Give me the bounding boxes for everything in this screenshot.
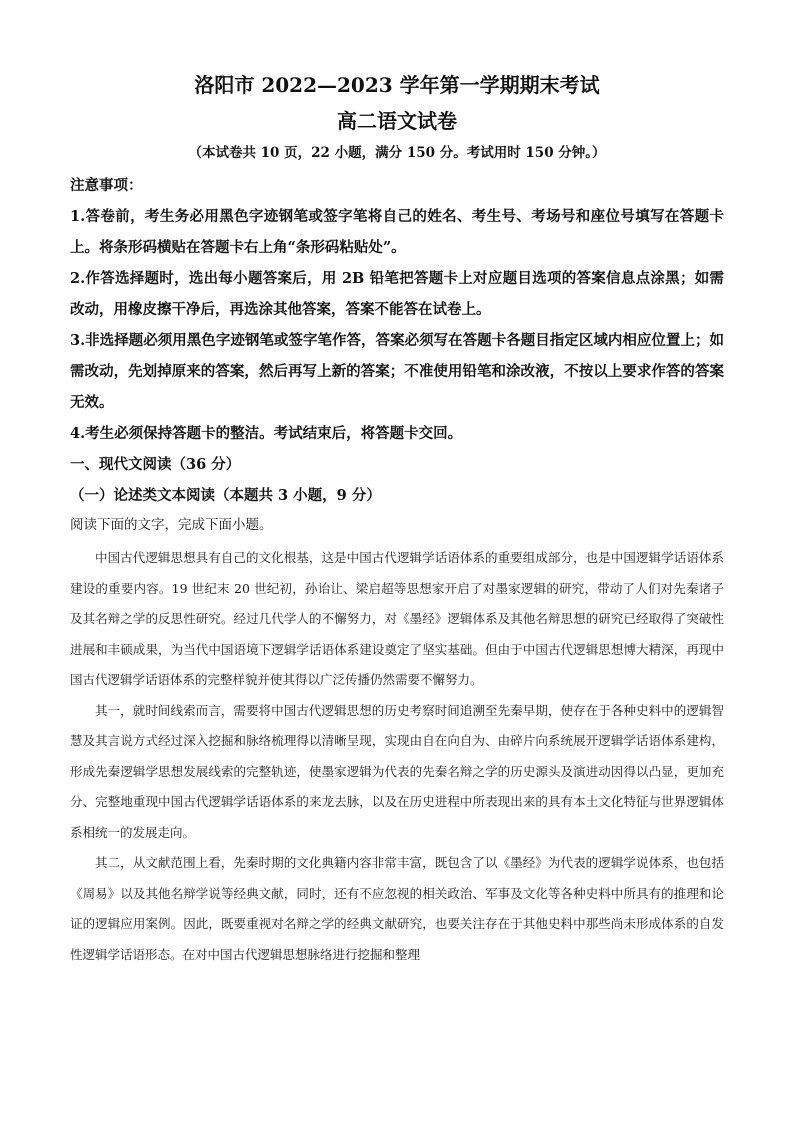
exam-info: （本试卷共 10 页，22 小题，满分 150 分。考试用时 150 分钟。） (188, 145, 606, 161)
exam-title: 洛阳市 2022—2023 学年第一学期期末考试 (194, 73, 600, 97)
passage-paragraph-2: 其一，就时间线索而言，需要将中国古代逻辑思想的历史考察时间追溯至先秦早期，使存在于各种史料中的逻辑智慧及其言说方式经过深入挖掘和脉络梳理得以清晰呈现，实现由自在向自为、由碎片向系统展开逻辑学话语体系建构，形成先秦逻辑学思想发展线索的完整轨迹，使墨家逻辑为代表的先秦名辩之学的历史源头及演进动因得以凸显，更加充分、完整地重现中国古代逻辑学话语体系的来龙去脉，以及在历史进程中所表现出来的具有本土文化特征与世界逻辑体系相统一的发展走向。 (70, 702, 724, 840)
reading-section (70, 449, 724, 970)
section-heading: 一、现代文阅读（36 分） (70, 456, 241, 473)
passage-paragraph-3: 其二，从文献范围上看，先秦时期的文化典籍内容非常丰富，既包含了以《墨经》为代表的逻辑学说体系，也包括《周易》以及其他名辩学说等经典文献，同时，还有不应忽视的相关政治、军事及文化等各种史料中所具有的推理和论证的逻辑应用案例。因此，既要重视对名辩之学的经典文献研究，也要关注存在于其他史料中那些尚未形成体系的自发性逻辑学话语形态。在对中国古代逻辑思想脉络进行挖掘和整理 (70, 855, 724, 962)
subsection-heading: （一）论述类文本阅读（本题共 3 小题，9 分） (70, 487, 381, 504)
note-item-1: 1.答卷前，考生务必用黑色字迹钢笔或签字笔将自己的姓名、考生号、考场号和座位号填写在答题卡上。将条形码横贴在答题卡右上角“条形码粘贴处”。 (70, 208, 724, 256)
note-item-4: 4.考生必须保持答题卡的整洁。考试结束后，将答题卡交回。 (70, 425, 463, 442)
notes-heading: 注意事项： (70, 177, 143, 194)
note-item-2: 2.作答选择题时，选出每小题答案后，用 2B 铅笔把答题卡上对应题目选项的答案信息点涂黑；如需改动，用橡皮擦干净后，再选涂其他答案，答案不能答在试卷上。 (70, 270, 724, 318)
exam-subtitle: 高二语文试卷 (337, 109, 457, 133)
note-item-3: 3.非选择题必须用黑色字迹钢笔或签字笔作答，答案必须写在答题卡各题目指定区域内相应位置上；如需改动，先划掉原来的答案，然后再写上新的答案；不准使用铅笔和涂改液，不按以上要求作答的答案无效。 (70, 332, 724, 411)
passage-paragraph-1: 中国古代逻辑思想具有自己的文化根基，这是中国古代逻辑学话语体系的重要组成部分，也是中国逻辑学话语体系建设的重要内容。19 世纪末 20 世纪初，孙诒让、梁启超等思想家开启了对墨家逻辑的研究，带动了人们对先秦诸子及其名辩之学的反思性研究。经过几代学人的不懈努力，对《墨经》逻辑体系及其他名辩思想的研究已经取得了突破性进展和丰硕成果，为当代中国语境下逻辑学话语体系建设奠定了坚实基础。但由于中国古代逻辑思想博大精深，再现中国古代逻辑学话语体系的完整样貌并使其得以广泛传播仍然需要不懈努力。 (70, 550, 724, 687)
notes-block (70, 170, 724, 449)
reading-instruction: 阅读下面的文字，完成下面小题。 (70, 517, 273, 533)
